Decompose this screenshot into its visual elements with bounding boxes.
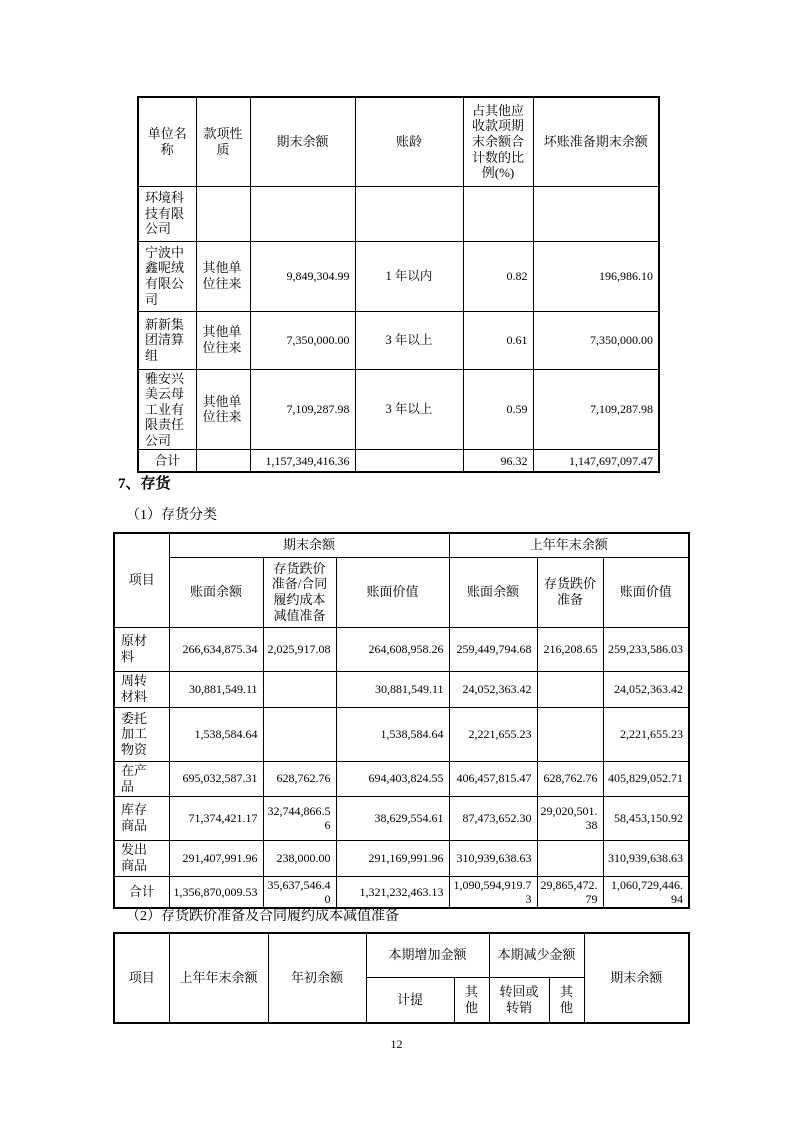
data-cell: 38,629,554.61 (336, 796, 449, 840)
data-cell: 695,032,587.31 (169, 761, 263, 796)
data-cell: 58,453,150.92 (603, 796, 689, 840)
ratio-cell: 0.61 (463, 311, 533, 369)
data-cell: 30,881,549.11 (336, 671, 449, 707)
header-cell: 年初余额 (268, 933, 366, 1023)
data-cell: 1,321,232,463.13 (336, 876, 449, 908)
aging-cell: 1 年以内 (355, 241, 463, 311)
data-cell: 216,208.65 (537, 627, 603, 671)
nature-cell (196, 186, 250, 241)
header-cell: 账面余额 (449, 557, 537, 627)
header-cell: 转回或转销 (489, 977, 549, 1023)
entity-name-cell: 环境科技有限公司 (138, 186, 196, 241)
table-row (138, 186, 659, 241)
data-cell: 24,052,363.42 (449, 671, 537, 707)
header-cell: 账面价值 (336, 557, 449, 627)
data-cell (537, 671, 603, 707)
item-label-cell: 原材料 (114, 627, 169, 671)
amount-cell (250, 186, 355, 241)
header-cell: 项目 (114, 533, 169, 627)
amount-cell: 7,109,287.98 (250, 369, 355, 450)
aging-cell (355, 186, 463, 241)
nature-cell: 其他单位往来 (196, 241, 250, 311)
table-row (114, 796, 689, 840)
item-label-cell: 发出商品 (114, 840, 169, 876)
data-cell: 238,000.00 (263, 840, 336, 876)
table-row (114, 671, 689, 707)
page-number: 12 (390, 1037, 403, 1051)
total-label-cell: 合计 (138, 450, 196, 472)
header-cell: 期末余额 (584, 933, 689, 1023)
group-header-cell: 本期增加金额 (366, 933, 489, 977)
table-row (114, 627, 689, 671)
data-cell: 29,865,472.79 (537, 876, 603, 908)
data-cell: 628,762.76 (537, 761, 603, 796)
data-cell: 32,744,866.56 (263, 796, 336, 840)
data-cell: 259,449,794.68 (449, 627, 537, 671)
data-cell: 1,538,584.64 (336, 707, 449, 761)
data-cell: 310,939,638.63 (603, 840, 689, 876)
header-cell: 其他 (454, 977, 489, 1023)
ratio-cell: 0.59 (463, 369, 533, 450)
data-cell: 2,221,655.23 (449, 707, 537, 761)
data-cell: 1,090,594,919.73 (449, 876, 537, 908)
ratio-cell (463, 186, 533, 241)
data-cell: 310,939,638.63 (449, 840, 537, 876)
amount-cell: 1,157,349,416.36 (250, 450, 355, 472)
table-row (114, 840, 689, 876)
aging-cell: 3 年以上 (355, 369, 463, 450)
baddebt-cell: 1,147,697,097.47 (533, 450, 659, 472)
data-cell: 2,025,917.08 (263, 627, 336, 671)
nature-cell: 其他单位往来 (196, 369, 250, 450)
data-cell: 406,457,815.47 (449, 761, 537, 796)
header-cell: 单位名称 (138, 97, 196, 186)
item-label-cell: 周转材料 (114, 671, 169, 707)
header-cell: 账面余额 (169, 557, 263, 627)
table-header-row (138, 97, 659, 186)
header-cell: 账龄 (355, 97, 463, 186)
data-cell: 35,637,546.40 (263, 876, 336, 908)
table-row (138, 311, 659, 369)
provision-table (113, 932, 690, 1024)
data-cell: 1,060,729,446.94 (603, 876, 689, 908)
data-cell: 405,829,052.71 (603, 761, 689, 796)
data-cell: 71,374,421.17 (169, 796, 263, 840)
entity-name-cell: 宁波中鑫呢绒有限公司 (138, 241, 196, 311)
baddebt-cell (533, 186, 659, 241)
subsection-heading-1: （1）存货分类 (126, 508, 217, 523)
data-cell: 628,762.76 (263, 761, 336, 796)
baddebt-cell: 7,350,000.00 (533, 311, 659, 369)
nature-cell (196, 450, 250, 472)
entity-name-cell: 雅安兴美云母工业有限责任公司 (138, 369, 196, 450)
amount-cell: 7,350,000.00 (250, 311, 355, 369)
data-cell: 264,608,958.26 (336, 627, 449, 671)
data-cell: 291,407,991.96 (169, 840, 263, 876)
data-cell: 2,221,655.23 (603, 707, 689, 761)
header-cell: 款项性质 (196, 97, 250, 186)
amount-cell: 9,849,304.99 (250, 241, 355, 311)
table-row (114, 707, 689, 761)
data-cell: 87,473,652.30 (449, 796, 537, 840)
table-group-header-row (114, 533, 689, 557)
total-label-cell: 合计 (114, 876, 169, 908)
data-cell: 291,169,991.96 (336, 840, 449, 876)
subsection-heading-2: （2）存货跌价准备及合同履约成本减值准备 (126, 909, 399, 924)
aging-cell (355, 450, 463, 472)
header-cell: 存货跌价准备 (537, 557, 603, 627)
group-header-cell: 本期减少金额 (489, 933, 584, 977)
baddebt-cell: 7,109,287.98 (533, 369, 659, 450)
data-cell: 24,052,363.42 (603, 671, 689, 707)
table-row (114, 761, 689, 796)
table-row (138, 241, 659, 311)
group-header-cell: 上年年末余额 (449, 533, 689, 557)
ratio-cell: 96.32 (463, 450, 533, 472)
table-row (138, 369, 659, 450)
data-cell (537, 840, 603, 876)
header-cell: 账面价值 (603, 557, 689, 627)
aging-cell: 3 年以上 (355, 311, 463, 369)
data-cell: 1,356,870,009.53 (169, 876, 263, 908)
data-cell (537, 707, 603, 761)
header-cell: 项目 (114, 933, 169, 1023)
entity-name-cell: 新新集团清算组 (138, 311, 196, 369)
table-subheader-row (114, 557, 689, 627)
receivables-table (137, 96, 660, 473)
total-row (138, 450, 659, 472)
header-cell: 坏账准备期末余额 (533, 97, 659, 186)
data-cell: 266,634,875.34 (169, 627, 263, 671)
header-cell: 期末余额 (250, 97, 355, 186)
item-label-cell: 委托加工物资 (114, 707, 169, 761)
data-cell (263, 671, 336, 707)
section-heading: 7、存货 (118, 476, 171, 492)
data-cell: 29,020,501.38 (537, 796, 603, 840)
header-cell: 计提 (366, 977, 454, 1023)
header-cell: 占其他应收款项期末余额合计数的比例(%) (463, 97, 533, 186)
total-row (114, 876, 689, 908)
ratio-cell: 0.82 (463, 241, 533, 311)
item-label-cell: 库存商品 (114, 796, 169, 840)
nature-cell: 其他单位往来 (196, 311, 250, 369)
data-cell (263, 707, 336, 761)
inventory-table (113, 532, 690, 909)
header-cell: 上年年末余额 (169, 933, 268, 1023)
data-cell: 259,233,586.03 (603, 627, 689, 671)
group-header-cell: 期末余额 (169, 533, 449, 557)
header-cell: 存货跌价准备/合同履约成本减值准备 (263, 557, 336, 627)
item-label-cell: 在产品 (114, 761, 169, 796)
header-cell: 其他 (549, 977, 584, 1023)
data-cell: 694,403,824.55 (336, 761, 449, 796)
data-cell: 1,538,584.64 (169, 707, 263, 761)
table-group-header-row (114, 933, 689, 977)
baddebt-cell: 196,986.10 (533, 241, 659, 311)
data-cell: 30,881,549.11 (169, 671, 263, 707)
